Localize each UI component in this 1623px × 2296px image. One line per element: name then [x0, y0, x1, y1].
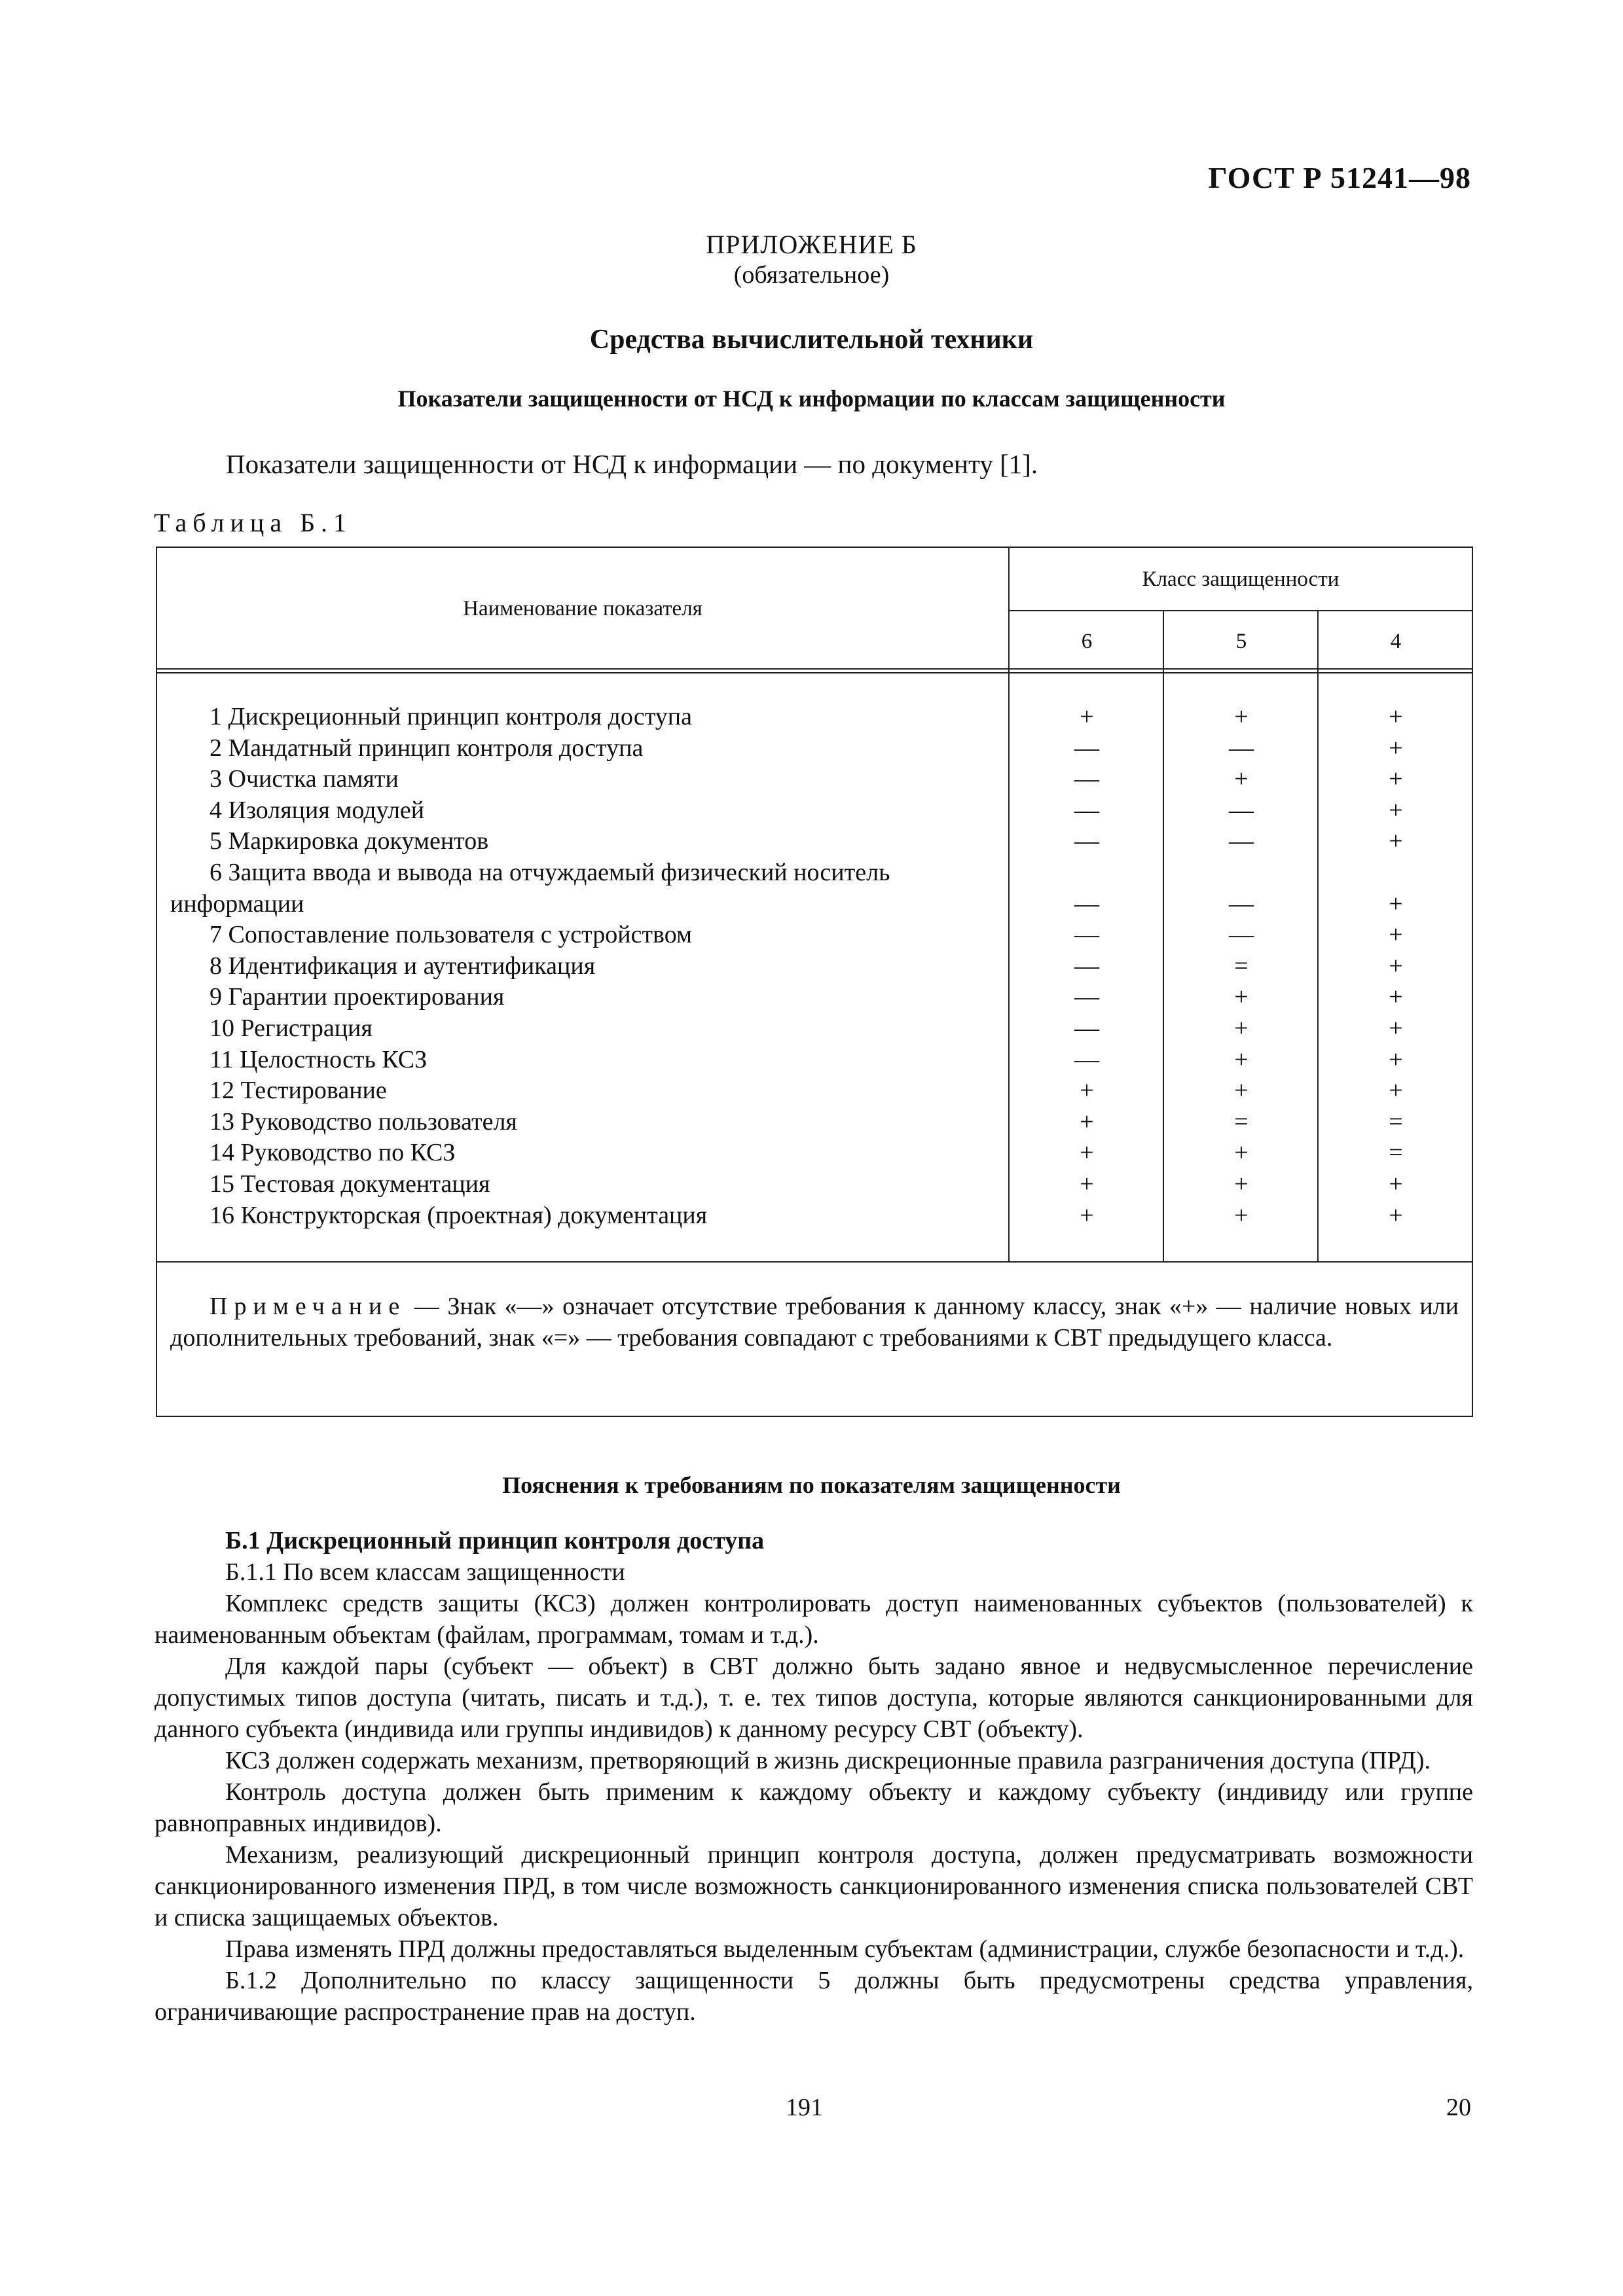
header-bottom-line — [157, 672, 1472, 673]
class-value-6: — — [1074, 765, 1099, 793]
table-row — [157, 1200, 1472, 1232]
indicator-name: 11 Целостность КСЗ — [210, 1045, 428, 1073]
class-value-6: — — [1074, 734, 1099, 762]
indicator-name: 15 Тестовая документация — [210, 1170, 490, 1198]
table-row — [157, 1045, 1472, 1076]
indicator-name: 8 Идентификация и аутентификация — [210, 952, 596, 980]
indicator-name: 14 Руководство по КСЗ — [210, 1139, 456, 1167]
indicator-name: 6 Защита ввода и вывода на отчуждаемый физический носитель — [210, 858, 890, 886]
class-value-4: + — [1389, 796, 1403, 824]
class-value-5: — — [1229, 734, 1254, 762]
class-value-6: — — [1074, 1014, 1099, 1042]
class-value-5: — — [1229, 921, 1254, 949]
table-label: Таблица Б.1 — [154, 508, 353, 537]
indicator-name: 5 Маркировка документов — [210, 827, 489, 855]
class-value-6: — — [1074, 827, 1099, 855]
page-number-center: 191 — [786, 2094, 823, 2121]
appendix-title: ПРИЛОЖЕНИЕ Б — [706, 230, 917, 259]
table-row — [157, 951, 1472, 982]
class-value-4: + — [1389, 952, 1403, 980]
class-value-4: + — [1389, 703, 1403, 730]
class-value-6: + — [1080, 1077, 1094, 1105]
class-value-6: + — [1080, 1107, 1094, 1136]
class-value-6: + — [1080, 1170, 1094, 1198]
table-body — [157, 702, 1472, 1231]
class-value-5: = — [1234, 952, 1249, 980]
class-value-6: + — [1080, 1201, 1094, 1229]
class-value-5: + — [1234, 765, 1249, 793]
indicator-name-continued: информации — [170, 889, 304, 918]
standard-number: ГОСТ Р 51241—98 — [1208, 161, 1471, 194]
clause-heading: Б.1 Дискреционный принцип контроля доступа — [225, 1527, 765, 1554]
class-value-5: + — [1234, 1201, 1249, 1229]
class-value-4: + — [1389, 1045, 1403, 1073]
class-value-4: + — [1389, 1201, 1403, 1229]
paragraph: Контроль доступа должен быть применим к каждому объекту и каждому субъекту (индивиду или группе равноправных индивидов). — [155, 1778, 1473, 1837]
paragraph: КСЗ должен содержать механизм, претворяющий в жизнь дискреционные правила разграничения доступа (ПРД). — [225, 1747, 1431, 1774]
class-value-4: + — [1389, 1170, 1403, 1198]
column-header-4: 4 — [1390, 630, 1402, 653]
class-value-4: + — [1389, 889, 1403, 918]
class-value-5: + — [1234, 1014, 1249, 1042]
table-row — [157, 857, 1472, 920]
note-text: — Знак «—» означает отсутствие требования к данному классу, знак «+» — наличие новых или дополнительных требований, знак «=» — требования совпадают с требованиями к СВТ предыдущего класса. — [170, 1293, 1459, 1352]
class-value-4: = — [1389, 1107, 1403, 1136]
table-row — [157, 702, 1472, 733]
paragraph: Б.1.2 Дополнительно по классу защищенности 5 должны быть предусмотрены средства управления, ограничивающие распространение прав на доступ. — [155, 1967, 1473, 2026]
explanations-title: Пояснения к требованиям по показателям защищенности — [502, 1472, 1121, 1498]
class-value-5: — — [1229, 889, 1254, 918]
paragraph: Для каждой пары (субъект — объект) в СВТ должно быть задано явное и недвусмысленное перечисление допустимых типов доступа (читать, писать и т.д.), т. е. тех типов доступа, которые являются санкционированными для данного субъекта (индивида или группы индивидов) к данному ресурсу СВТ (объекту). — [155, 1653, 1473, 1743]
class-value-4: + — [1389, 1077, 1403, 1105]
class-value-6: — — [1074, 983, 1099, 1011]
class-value-4: + — [1389, 734, 1403, 762]
class-value-5: + — [1234, 1045, 1249, 1073]
table-row — [157, 1169, 1472, 1200]
table-row — [157, 982, 1472, 1013]
indicator-name: 3 Очистка памяти — [210, 765, 399, 793]
class-value-5: = — [1234, 1107, 1249, 1136]
class-value-6: — — [1074, 889, 1099, 918]
table-note — [170, 1291, 1459, 1354]
table-row — [157, 1107, 1472, 1138]
class-value-5: + — [1234, 983, 1249, 1011]
appendix-subtitle: (обязательное) — [733, 261, 890, 289]
class-value-5: — — [1229, 796, 1254, 824]
class-value-6: — — [1074, 796, 1099, 824]
indicators-table — [156, 547, 1473, 1417]
intro-text: Показатели защищенности от НСД к информации — по документу [1]. — [226, 449, 1038, 479]
class-value-4: + — [1389, 827, 1403, 855]
class-value-4: + — [1389, 765, 1403, 793]
class-value-5: + — [1234, 703, 1249, 730]
table-row — [157, 733, 1472, 764]
indicator-name: 13 Руководство пользователя — [210, 1107, 517, 1136]
paragraph: Комплекс средств защиты (КСЗ) должен контролировать доступ наименованных субъектов (пользователей) к наименованным объектам (файлам, программам, томам и т.д.). — [155, 1590, 1473, 1649]
class-value-6: — — [1074, 1045, 1099, 1073]
subsection-title: Показатели защищенности от НСД к информации по классам защищенности — [397, 386, 1226, 412]
column-header-6: 6 — [1081, 630, 1093, 653]
explanations-body — [155, 1525, 1473, 2028]
indicator-name: 10 Регистрация — [210, 1014, 373, 1042]
page-number-right: 20 — [1446, 2094, 1471, 2121]
table-row — [157, 795, 1472, 827]
class-value-5: + — [1234, 1077, 1249, 1105]
indicator-name: 1 Дискреционный принцип контроля доступа — [210, 703, 693, 730]
class-value-4: = — [1389, 1139, 1403, 1167]
table-row — [157, 1138, 1472, 1169]
table-row — [157, 920, 1472, 951]
header-divider — [1008, 610, 1473, 611]
class-value-4: + — [1389, 983, 1403, 1011]
paragraph: Права изменять ПРД должны предоставляться выделенным субъектам (администрации, службе безопасности и т.д.). — [225, 1935, 1465, 1963]
header-bottom-line — [157, 668, 1472, 670]
class-value-6: — — [1074, 952, 1099, 980]
indicator-name: 4 Изоляция модулей — [210, 796, 425, 824]
class-value-6: + — [1080, 1139, 1094, 1167]
paragraph: Механизм, реализующий дискреционный принцип контроля доступа, должен предусматривать возможности санкционированного изменения ПРД, в том числе возможность санкционированного изменения списка пользователей СВТ и списка защищаемых объектов. — [155, 1841, 1473, 1931]
class-value-4: + — [1389, 921, 1403, 949]
column-header-class: Класс защищенности — [1142, 567, 1340, 591]
class-value-5: + — [1234, 1139, 1249, 1167]
column-header-name: Наименование показателя — [463, 597, 702, 620]
note-label: Примечание — [210, 1293, 407, 1320]
paragraph: Б.1.1 По всем классам защищенности — [225, 1558, 625, 1586]
indicator-name: 2 Мандатный принцип контроля доступа — [210, 734, 644, 762]
indicator-name: 12 Тестирование — [210, 1077, 387, 1105]
class-value-4: + — [1389, 1014, 1403, 1042]
class-value-6: + — [1080, 703, 1094, 730]
column-header-5: 5 — [1235, 630, 1247, 653]
table-row — [157, 1013, 1472, 1045]
indicator-name: 7 Сопоставление пользователя с устройством — [210, 921, 693, 949]
class-value-6: — — [1074, 921, 1099, 949]
table-row — [157, 764, 1472, 795]
table-row — [157, 1075, 1472, 1107]
table-row — [157, 826, 1472, 857]
section-title: Средства вычислительной техники — [589, 325, 1034, 355]
class-value-5: — — [1229, 827, 1254, 855]
indicator-name: 9 Гарантии проектирования — [210, 983, 505, 1011]
note-divider — [157, 1261, 1472, 1263]
indicator-name: 16 Конструкторская (проектная) документация — [210, 1201, 708, 1229]
class-value-5: + — [1234, 1170, 1249, 1198]
